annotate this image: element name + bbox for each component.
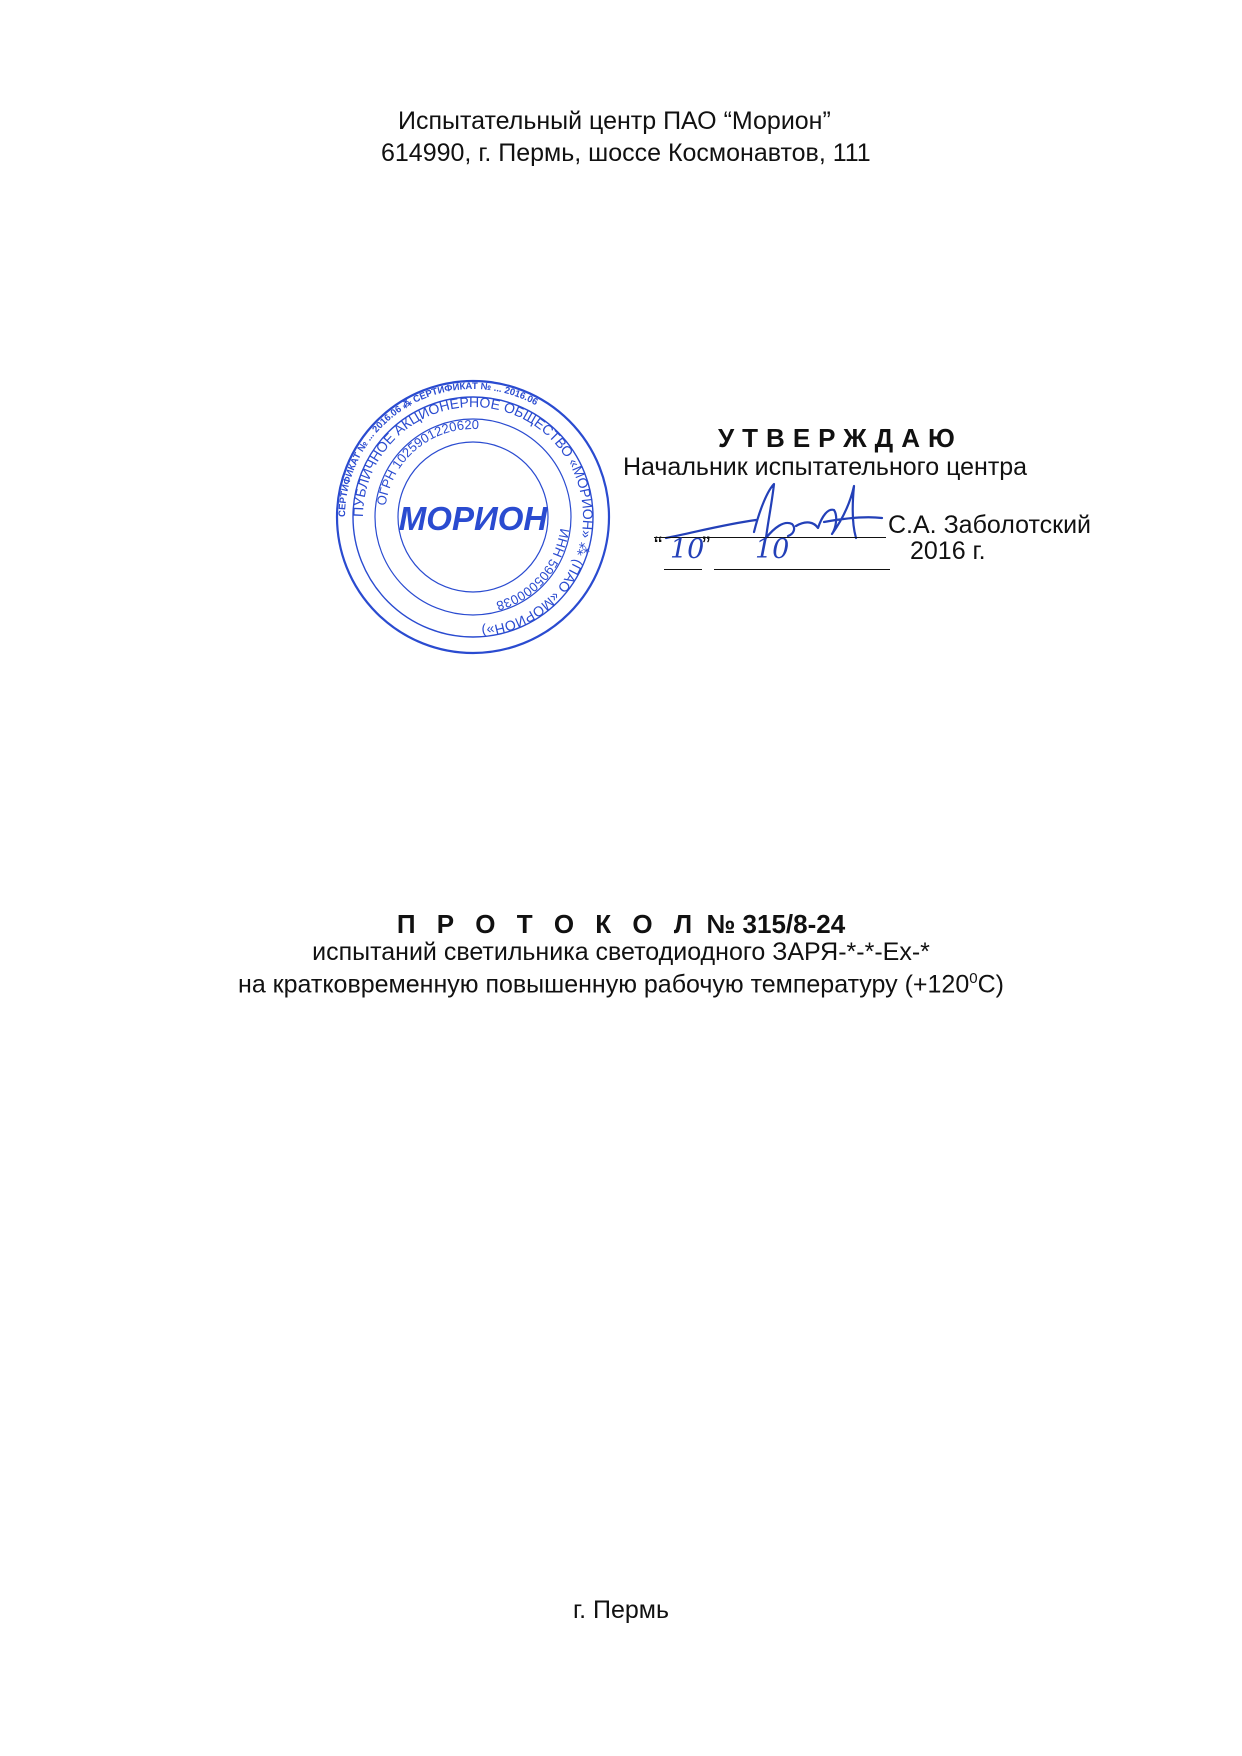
organization-line: Испытательный центр ПАО “Морион”	[398, 107, 831, 135]
date-year: 2016 г.	[910, 537, 986, 565]
month-underline	[714, 569, 890, 570]
protocol-title-word: П Р О Т О К О Л	[396, 909, 700, 939]
day-underline	[664, 569, 702, 570]
date-close-quote: ”	[702, 532, 711, 560]
protocol-number: № 315/8-24	[706, 909, 846, 939]
approval-role: Начальник испытательного центра	[623, 453, 1028, 481]
stamp-ogrn-text: ОГРН 1025901220620	[373, 416, 480, 507]
protocol-test-line	[0, 970, 1242, 999]
date-day: 10	[670, 534, 705, 565]
protocol-title	[0, 909, 1242, 940]
degree-superscript: 0	[969, 970, 978, 987]
organization-stamp	[334, 378, 612, 656]
stamp-inn-text: ИНН 5905000038	[494, 527, 573, 614]
stamp-logo-text: МОРИОН	[398, 500, 548, 537]
stamp-org-text: ПУБЛИЧНОЕ АКЦИОНЕРНОЕ ОБЩЕСТВО «МОРИОН» ⁂ (ПАО «МОРИОН»)	[349, 393, 597, 640]
protocol-test-unit: С)	[977, 970, 1004, 999]
protocol-test-text: на кратковременную повышенную рабочую температуру (+120	[238, 970, 970, 999]
city-footer: г. Пермь	[573, 1596, 669, 1624]
stamp-outer-text: СЕРТИФИКАТ № ... 2016.06 ⁂ СЕРТИФИКАТ № ... 2016.06	[336, 380, 540, 518]
date-month: 10	[755, 534, 790, 565]
signer-name: С.А. Заболотский	[888, 511, 1092, 539]
address-line: 614990, г. Пермь, шоссе Космонавтов, 111	[381, 139, 871, 167]
approval-title: УТВЕРЖДАЮ	[718, 423, 963, 453]
protocol-subject-line: испытаний светильника светодиодного ЗАРЯ-*-*-Ех-*	[312, 938, 930, 966]
date-open-quote: “	[654, 532, 663, 560]
